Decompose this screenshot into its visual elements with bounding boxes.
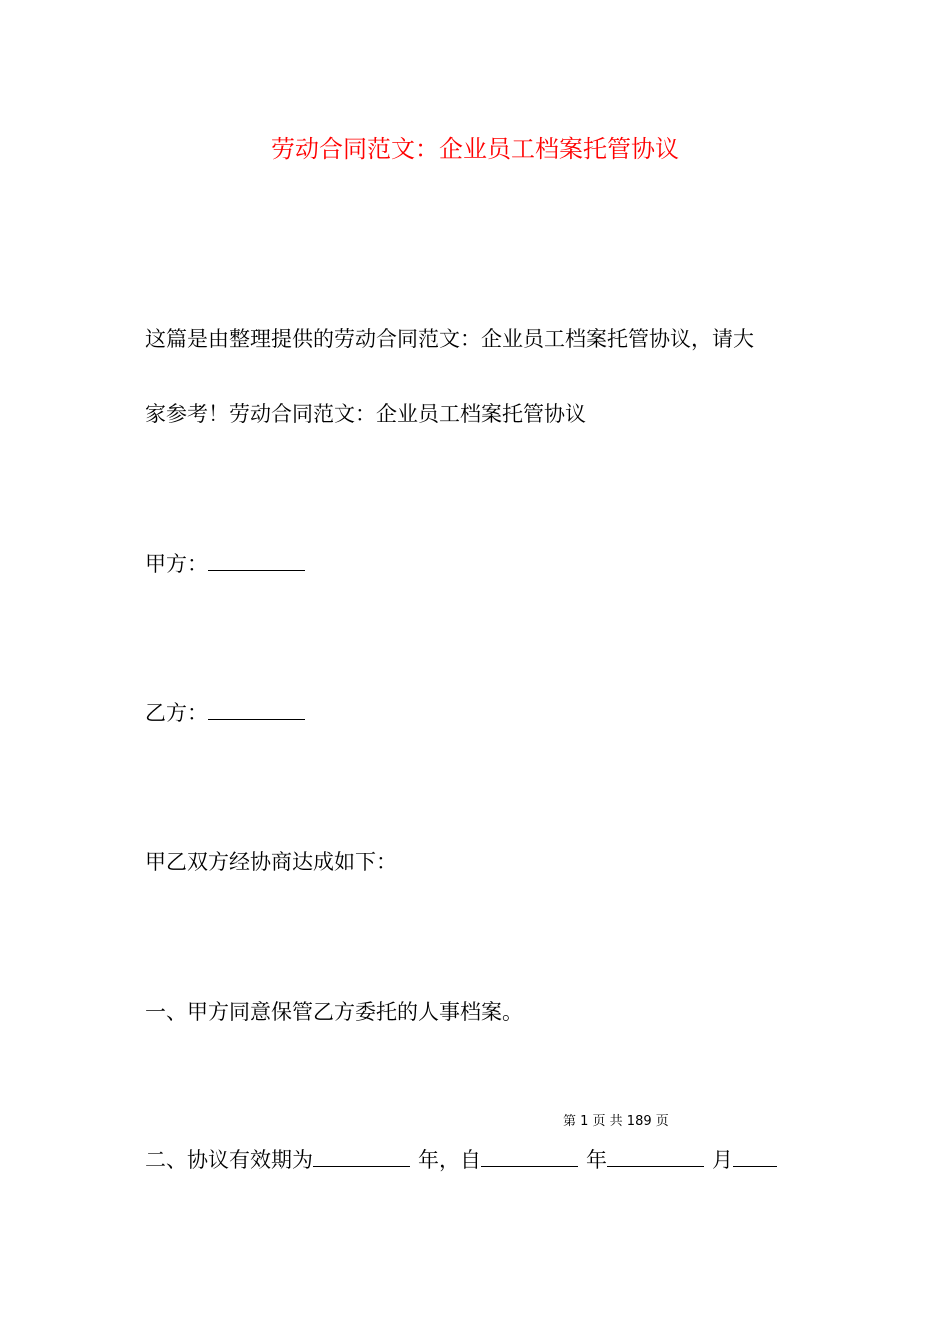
clause-2-prefix: 二、协议有效期为 [145,1148,313,1172]
clause-2 [145,1145,777,1175]
clause-2-year-text: 年，自 [418,1148,481,1172]
intro-paragraph-line-1: 这篇是由整理提供的劳动合同范文：企业员工档案托管协议，请大 [145,327,754,351]
party-b-blank [208,699,305,720]
clause-2-month-blank [607,1146,704,1167]
intro-paragraph-line-2: 家参考！劳动合同范文：企业员工档案托管协议 [145,402,586,426]
clause-2-start-year-blank [481,1146,578,1167]
party-b-line [145,698,305,728]
clause-1: 一、甲方同意保管乙方委托的人事档案。 [145,1000,523,1024]
party-a-label: 甲方： [145,552,208,576]
page-indicator: 第 1 页 共 189 页 [563,1114,669,1129]
clause-2-term-blank [313,1146,410,1167]
party-a-line [145,549,305,579]
clause-2-month-text: 月 [712,1148,733,1172]
clause-2-year2-text: 年 [586,1148,607,1172]
party-a-blank [208,550,305,571]
document-title: 劳动合同范文：企业员工档案托管协议 [271,135,679,163]
clause-2-day-blank [733,1146,777,1167]
agreement-intro: 甲乙双方经协商达成如下： [145,850,397,874]
party-b-label: 乙方： [145,701,208,725]
